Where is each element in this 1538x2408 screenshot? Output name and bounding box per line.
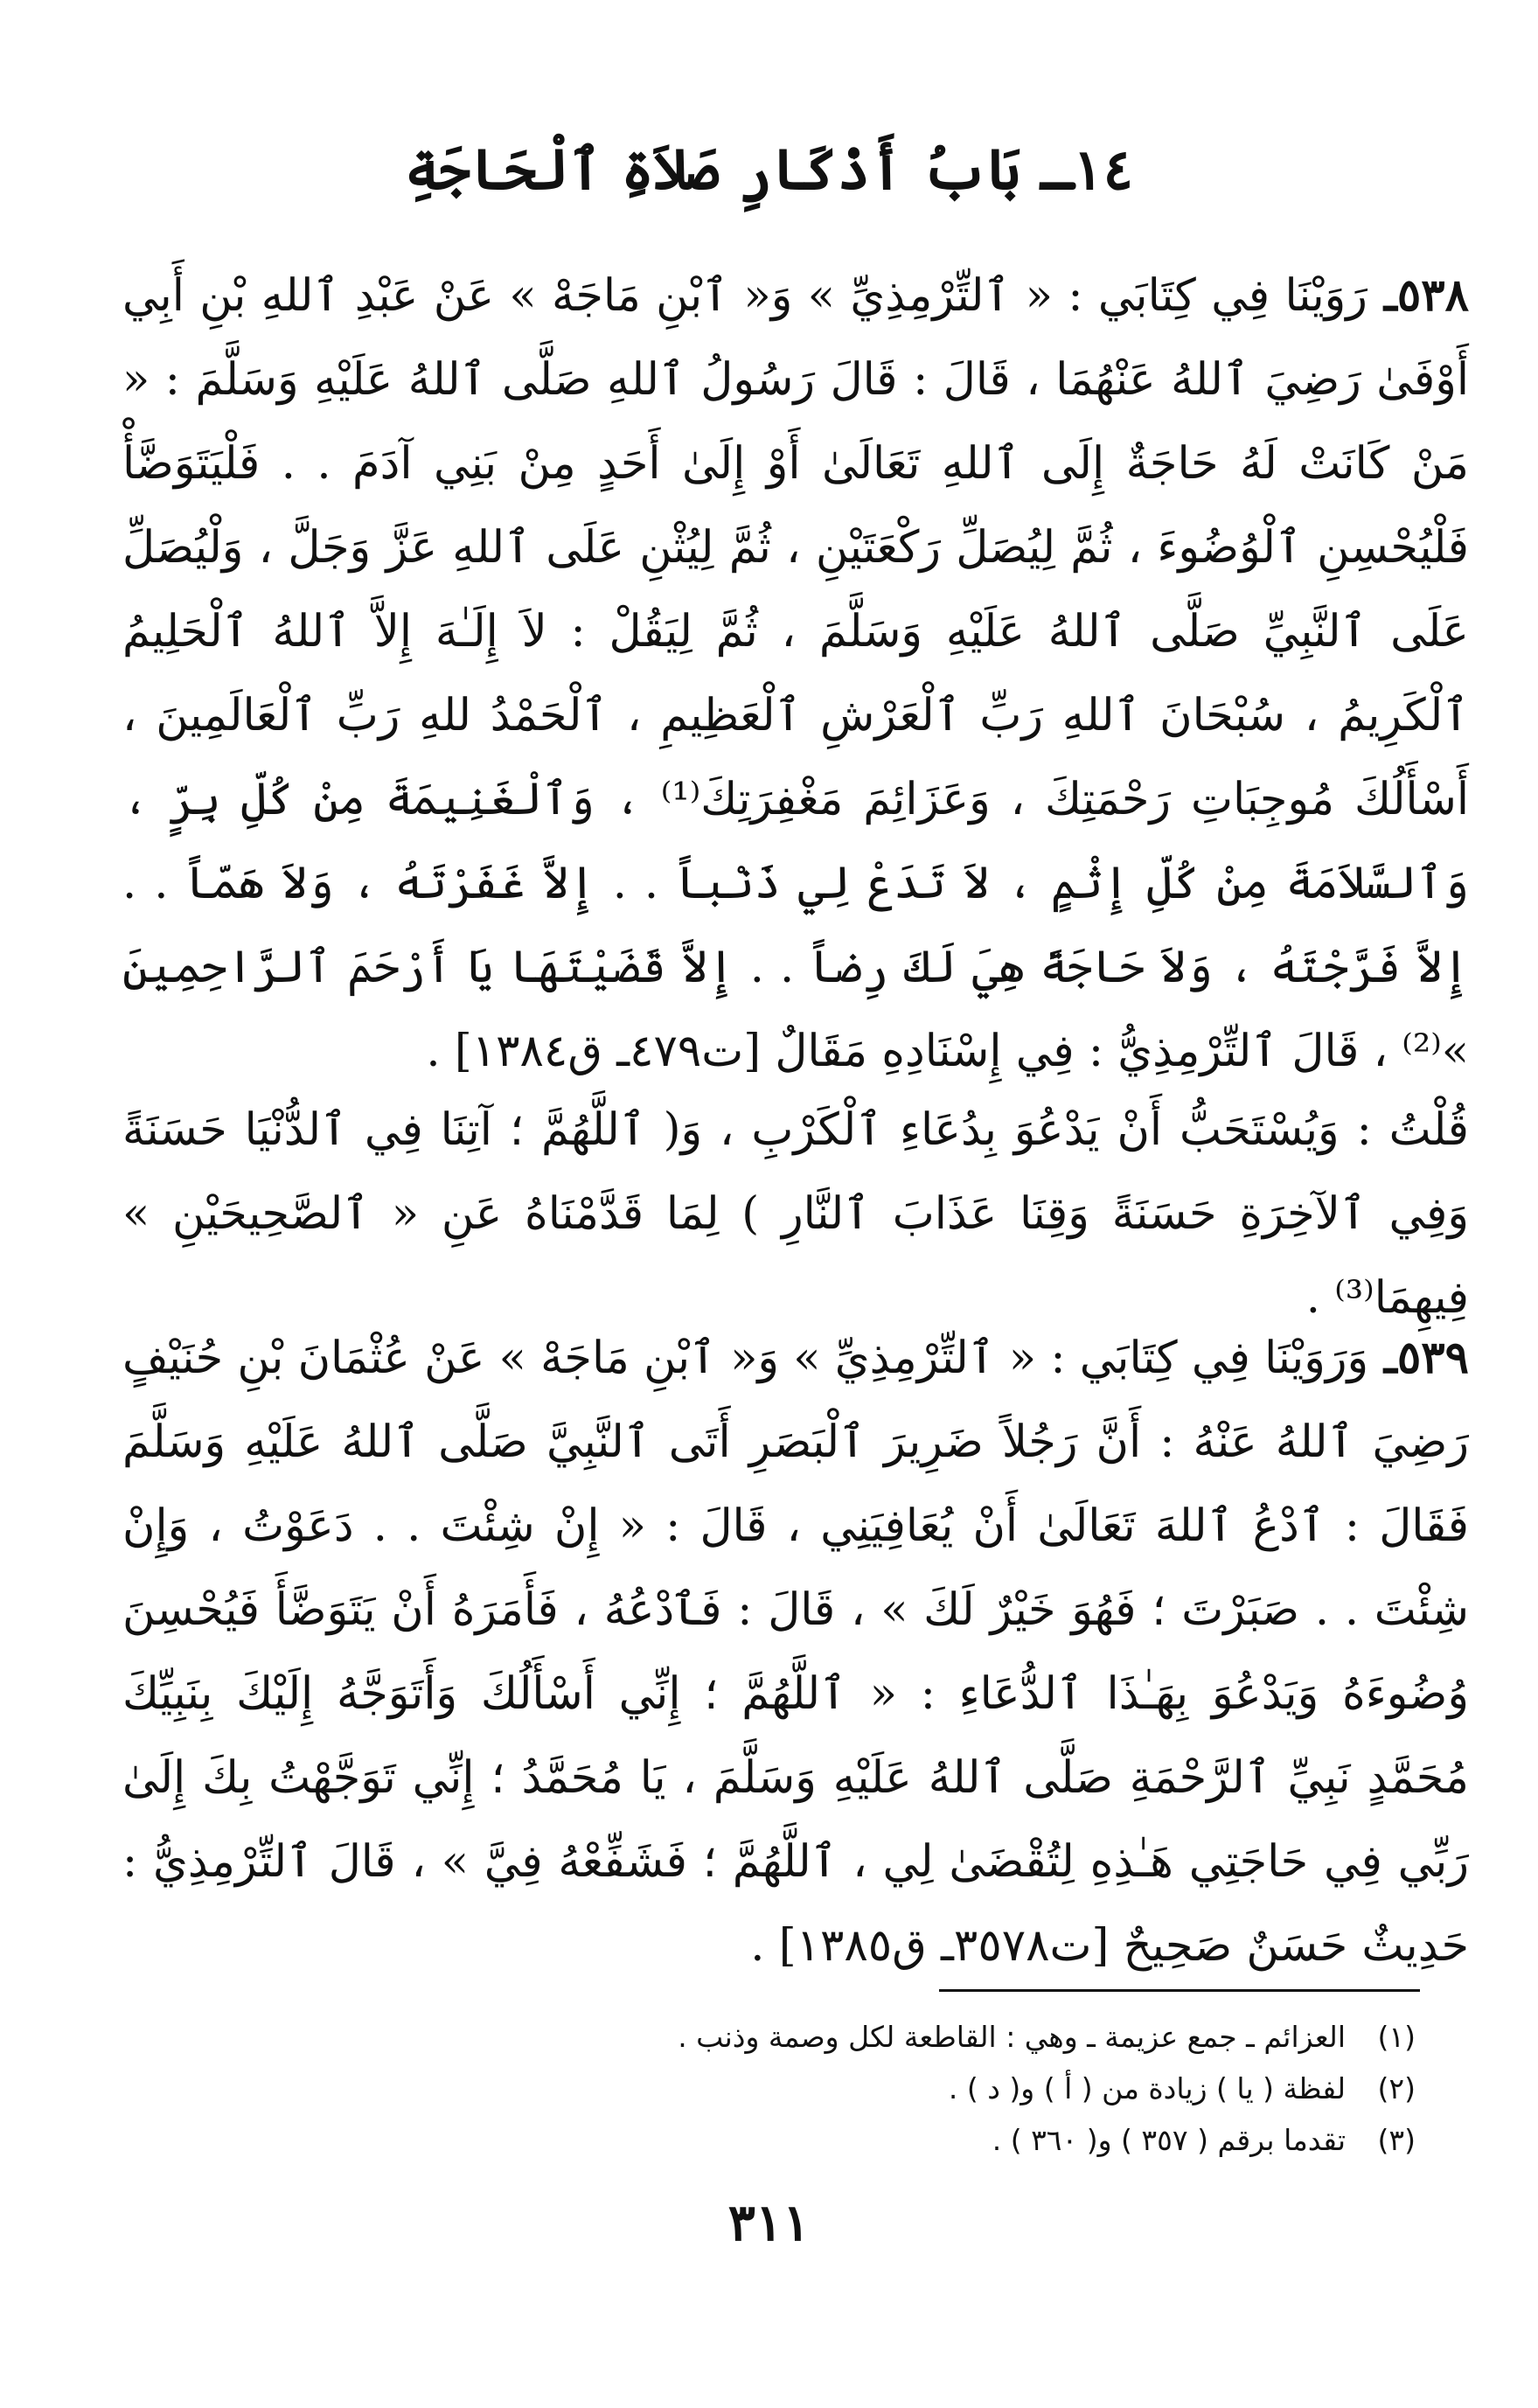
footnote-marker: (٢) [1377, 2071, 1416, 2105]
footnote-text: تقدما برقم ( ٣٥٧ ) و( ٣٦٠ ) . [992, 2123, 1346, 2157]
author-note-paragraph [122, 1089, 1469, 1340]
hadith-text: وَرَوَيْنَا فِي كِتَابَي : « ٱلتِّرْمِذِيِّ » وَ« ٱبْنِ مَاجَهْ » عَنْ عُثْمَانَ بْنِ حُنَيْفٍ رَضِيَ ٱللهُ عَنْهُ : أَنَّ رَجُلاً ضَرِيرَ ٱلْبَصَرِ أَتَى ٱلنَّبِيَّ صَلَّى ٱللهُ عَلَيْهِ وَسَلَّمَ فَقَالَ : ٱدْعُ ٱللهَ تَعَالَىٰ أَنْ يُعَافِيَنِي ، قَالَ : « إِنْ شِئْتَ . . دَعَوْتُ ، وَإِنْ شِئْتَ . . صَبَرْتَ ؛ فَهُوَ خَيْرٌ لَكَ » ، قَالَ : فَٱدْعُهُ ، فَأَمَرَهُ أَنْ يَتَوَضَّأَ فَيُحْسِنَ وُضُوءَهُ وَيَدْعُوَ بِهَـٰذَا ٱلدُّعَاءِ : « ٱللَّهُمَّ ؛ إِنِّي أَسْأَلُكَ وَأَتَوَجَّهُ إِلَيْكَ بِنَبِيِّكَ مُحَمَّدٍ نَبِيِّ ٱلرَّحْمَةِ صَلَّى ٱللهُ عَلَيْهِ وَسَلَّمَ ، يَا مُحَمَّدُ ؛ إِنِّي تَوَجَّهْتُ بِكَ إِلَىٰ رَبِّي فِي حَاجَتِي هَـٰذِهِ لِتُقْضَىٰ لِي ، ٱللَّهُمَّ ؛ فَشَفِّعْهُ فِيَّ » ، قَالَ ٱلتِّرْمِذِيُّ : حَدِيثٌ حَسَنٌ صَحِيحٌ [ت٣٥٧٨ـ ق١٣٨٥] . [122, 1333, 1469, 1972]
footnote-item [122, 2063, 1416, 2114]
footnotes-list [122, 2011, 1416, 2166]
author-note-text: قُلْتُ : وَيُسْتَحَبُّ أَنْ يَدْعُوَ بِدُعَاءِ ٱلْكَرْبِ ، وَ( ٱللَّهُمَّ ؛ آتِنَا فِي ٱلدُّنْيَا حَسَنَةً وَفِي ٱلآخِرَةِ حَسَنَةً وَقِنَا عَذَابَ ٱلنَّارِ ) لِمَا قَدَّمْنَاهُ عَنِ « ٱلصَّحِيحَيْنِ » فِيهِمَا⁽³⁾ . [122, 1104, 1469, 1324]
hadith-paragraph-539 [122, 1316, 1469, 1988]
footnote-marker: (١) [1377, 2020, 1416, 2054]
footnote-text: لفظة ( يا ) زيادة من ( أ ) و( د ) . [948, 2071, 1346, 2105]
footnote-item [122, 2114, 1416, 2166]
hadith-number: ٥٣٩ـ [1368, 1332, 1469, 1384]
chapter-title: ١٤ـ بَابُ أَذْكَارِ صَلاَةِ ٱلْحَاجَةِ [405, 137, 1133, 203]
hadith-number: ٥٣٨ـ [1367, 269, 1470, 322]
footnote-marker: (٣) [1377, 2123, 1416, 2157]
page-number: ٣١١ [727, 2193, 811, 2252]
hadith-paragraph-538 [122, 254, 1469, 1094]
footnote-text: العزائم ـ جمع عزيمة ـ وهي : القاطعة لكل وصمة وذنب . [678, 2020, 1346, 2054]
footnote-divider [939, 1989, 1420, 1992]
footnote-item [122, 2011, 1416, 2063]
hadith-text: رَوَيْنَا فِي كِتَابَي : « ٱلتِّرْمِذِيِّ » وَ« ٱبْنِ مَاجَهْ » عَنْ عَبْدِ ٱللهِ بْنِ أَبِي أَوْفَىٰ رَضِيَ ٱللهُ عَنْهُمَا ، قَالَ : قَالَ رَسُولُ ٱللهِ صَلَّى ٱللهُ عَلَيْهِ وَسَلَّمَ : « مَنْ كَانَتْ لَهُ حَاجَةٌ إِلَى ٱللهِ تَعَالَىٰ أَوْ إِلَىٰ أَحَدٍ مِنْ بَنِي آدَمَ . . فَلْيَتَوَضَّأْ فَلْيُحْسِنِ ٱلْوُضُوءَ ، ثُمَّ لِيُصَلِّ رَكْعَتَيْنِ ، ثُمَّ لِيُثْنِ عَلَى ٱللهِ عَزَّ وَجَلَّ ، وَلْيُصَلِّ عَلَى ٱلنَّبِيِّ صَلَّى ٱللهُ عَلَيْهِ وَسَلَّمَ ، ثُمَّ لِيَقُلْ : لاَ إِلَـٰهَ إِلاَّ ٱللهُ ٱلْحَلِيمُ ٱلْكَرِيمُ ، سُبْحَانَ ٱللهِ رَبِّ ٱلْعَرْشِ ٱلْعَظِيمِ ، ٱلْحَمْدُ للهِ رَبِّ ٱلْعَالَمِينَ ، أَسْأَلُكَ مُوجِبَاتِ رَحْمَتِكَ ، وَعَزَائِمَ مَغْفِرَتِكَ⁽¹⁾ ، وَٱلْغَنِيمَةَ مِنْ كُلِّ بِرٍّ ، وَٱلسَّلاَمَةَ مِنْ كُلِّ إِثْمٍ ، لاَ تَدَعْ لِي ذَنْباً . . إِلاَّ غَفَرْتَهُ ، وَلاَ هَمّاً . . إِلاَّ فَرَّجْتَهُ ، وَلاَ حَاجَةً هِيَ لَكَ رِضاً . . إِلاَّ قَضَيْتَهَا يَا أَرْحَمَ ٱلرَّاحِمِينَ »⁽²⁾ ، قَالَ ٱلتِّرْمِذِيُّ : فِي إِسْنَادِهِ مَقَالٌ [ت٤٧٩ـ ق١٣٨٤] . [122, 270, 1469, 1077]
